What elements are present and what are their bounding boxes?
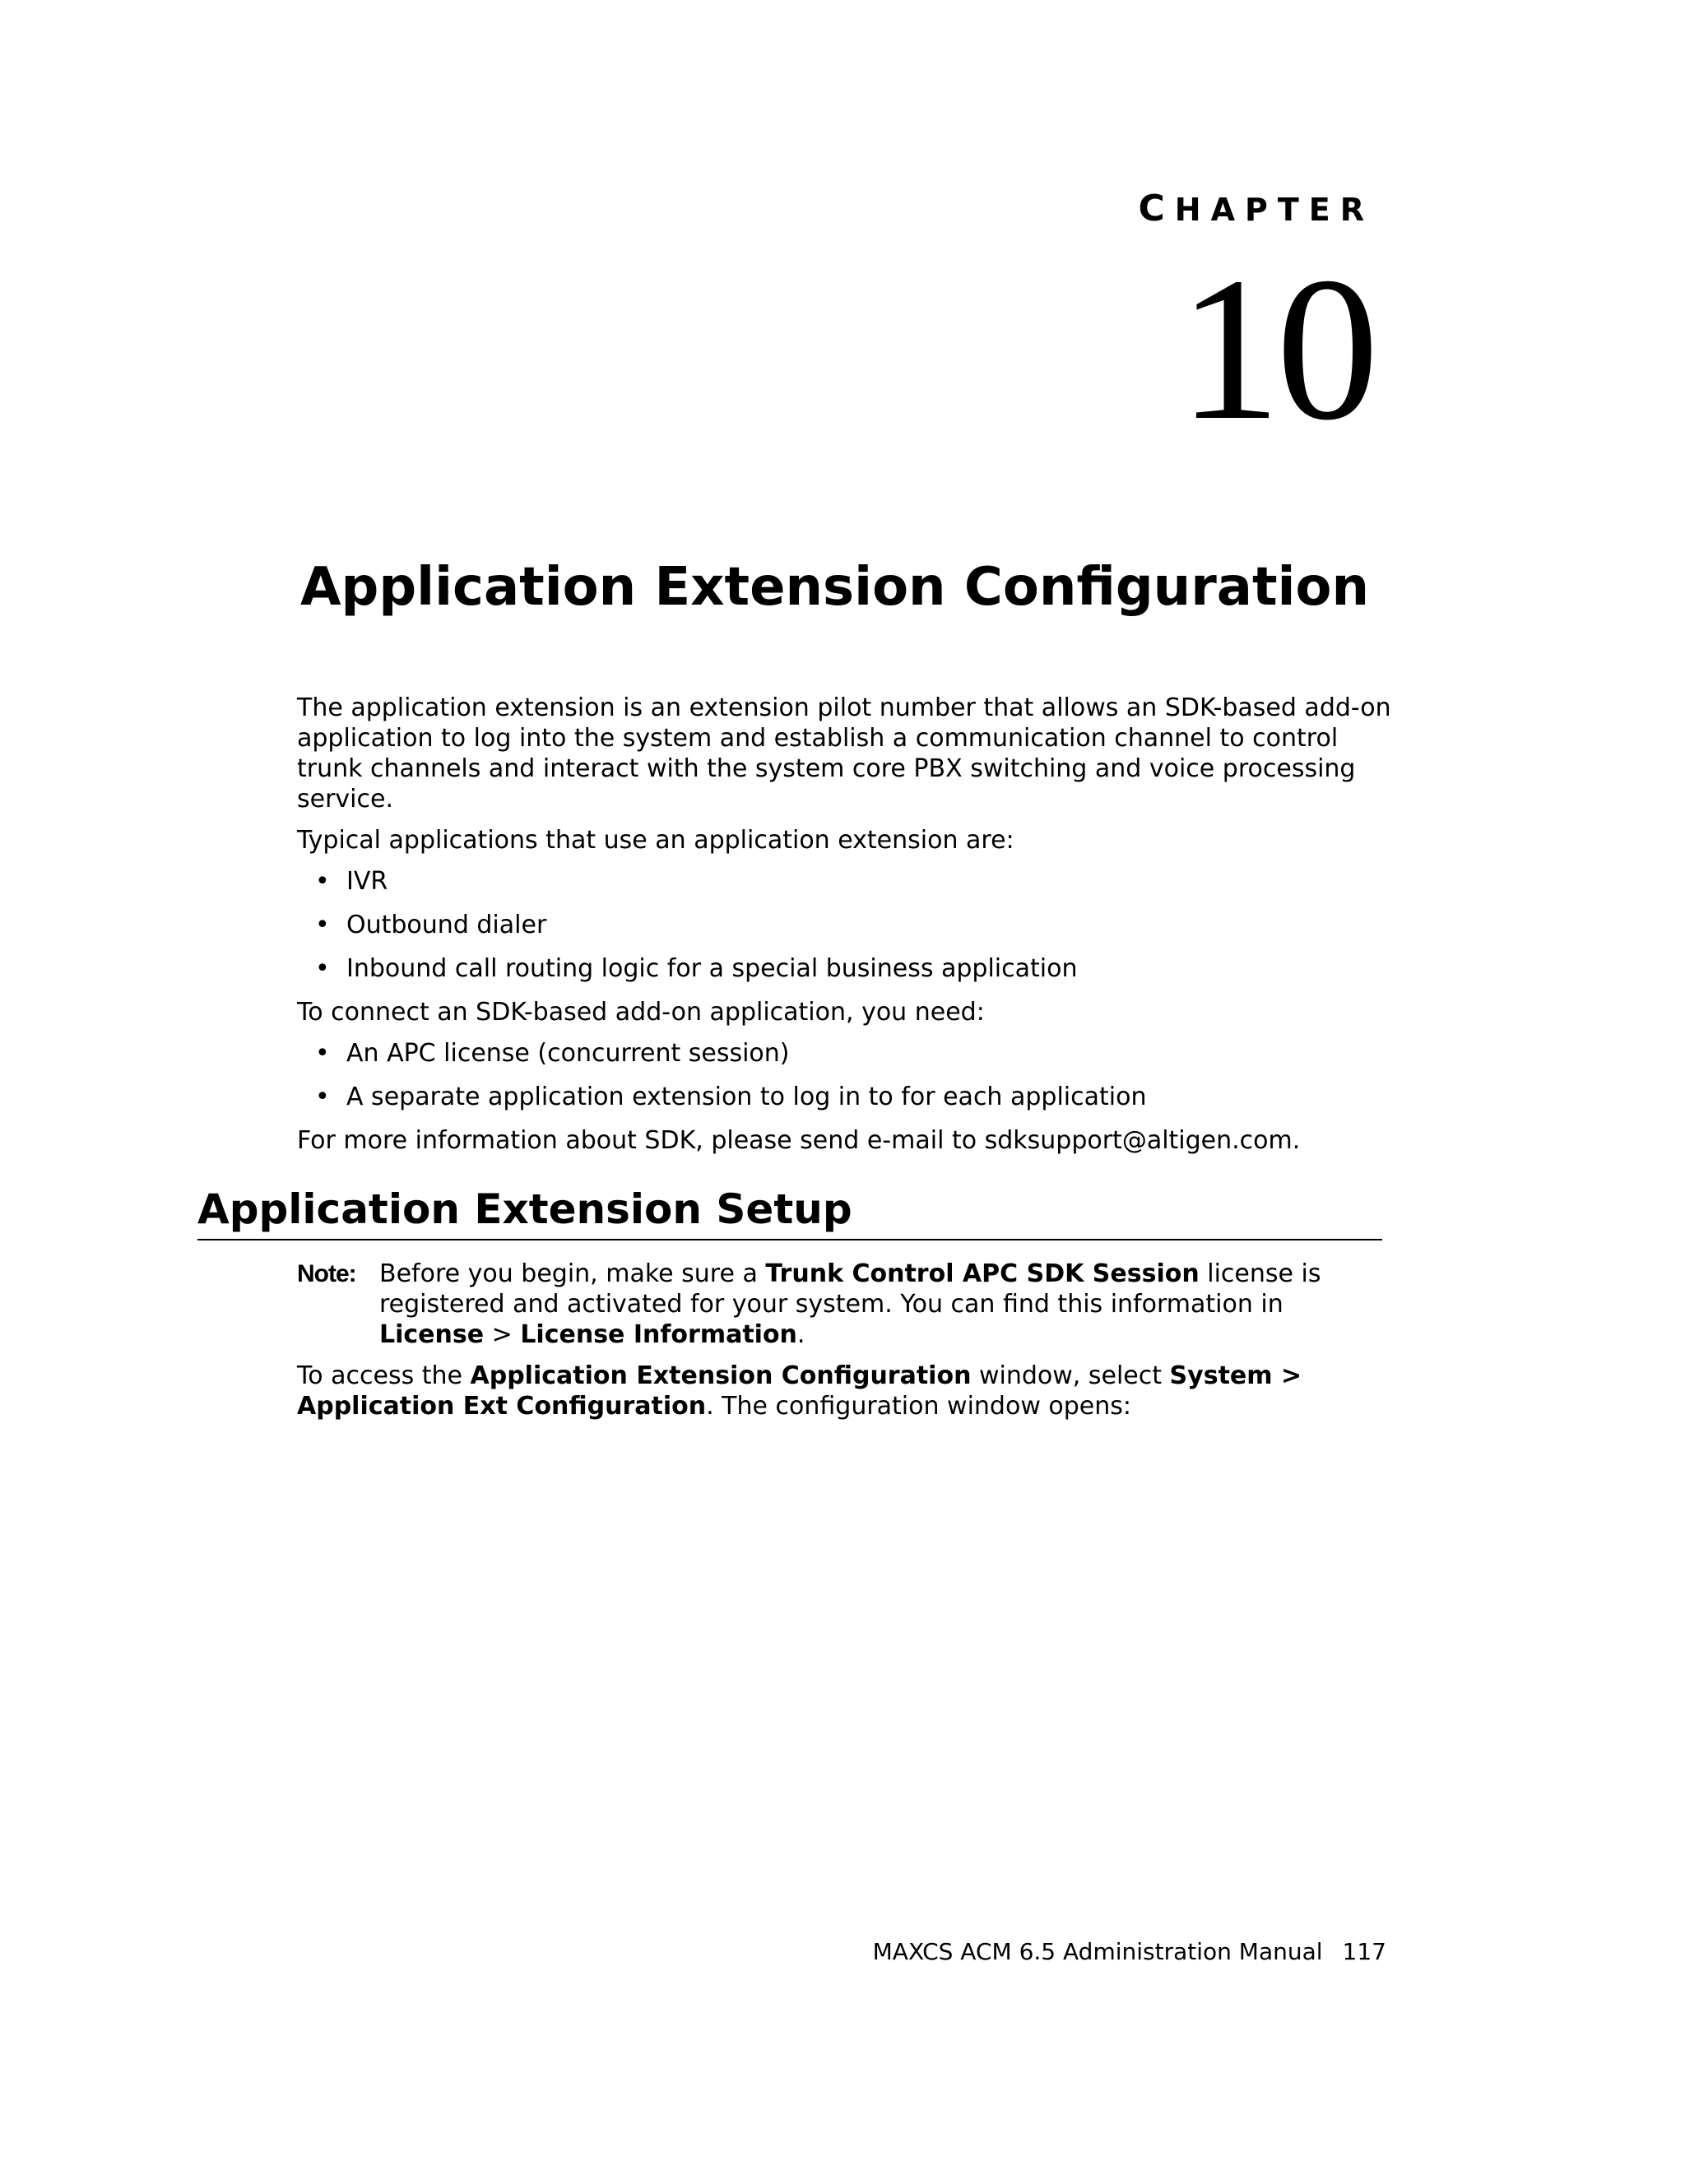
typical-apps-paragraph: Typical applications that use an application extension are: — [297, 826, 1014, 855]
requirements-list — [297, 1038, 1391, 1112]
intro-content — [297, 693, 1391, 1166]
list-item: • An APC license (concurrent session) — [297, 1038, 1391, 1069]
menu-path: System > Application Ext Configuration — [297, 1361, 1302, 1421]
menu-license: License — [379, 1320, 485, 1349]
section-body — [297, 1259, 1391, 1421]
access-paragraph: To access the Application Extension Configuration window, select System > Application Ext Configuration. The configuration window opens: — [297, 1361, 1302, 1421]
note-text: Before you begin, make sure a Trunk Control APC SDK Session license is registered and activated for your system. You can find this information in License > License Information. — [379, 1259, 1321, 1349]
applications-list — [297, 866, 1391, 984]
list-item: • Outbound dialer — [297, 910, 1391, 940]
page-footer — [873, 1938, 1386, 1965]
license-name: Trunk Control APC SDK Session — [765, 1259, 1200, 1288]
list-item: • IVR — [297, 866, 1391, 897]
chapter-label-initial: C — [1138, 188, 1175, 230]
window-name: Application Extension Configuration — [470, 1361, 972, 1390]
list-item: • A separate application extension to log in to for each application — [297, 1082, 1391, 1112]
list-item: • Inbound call routing logic for a special business application — [297, 953, 1391, 984]
manual-title: MAXCS ACM 6.5 Administration Manual — [872, 1938, 1323, 1965]
chapter-title: Application Extension Configuration — [299, 557, 1369, 618]
requirements-paragraph: To connect an SDK-based add-on application, you need: — [297, 998, 985, 1027]
note-label: Note: — [297, 1260, 356, 1287]
chapter-label-rest: HAPTER — [1174, 192, 1374, 228]
setup-section — [197, 1185, 1382, 1432]
chapter-number: 10 — [1178, 235, 1374, 463]
intro-paragraph: The application extension is an extension pilot number that allows an SDK-based add-on application to log into the system and establish a communication channel to control trunk channels and interact with the system core PBX switching and voice processing service. — [297, 693, 1391, 814]
menu-license-information: License Information — [520, 1320, 797, 1349]
page-number: 117 — [1342, 1938, 1386, 1965]
note — [297, 1259, 1391, 1350]
sdk-info-paragraph: For more information about SDK, please send e-mail to sdksupport@altigen.com. — [297, 1126, 1301, 1155]
chapter-label — [1139, 188, 1375, 230]
section-title: Application Extension Setup — [197, 1185, 1382, 1240]
